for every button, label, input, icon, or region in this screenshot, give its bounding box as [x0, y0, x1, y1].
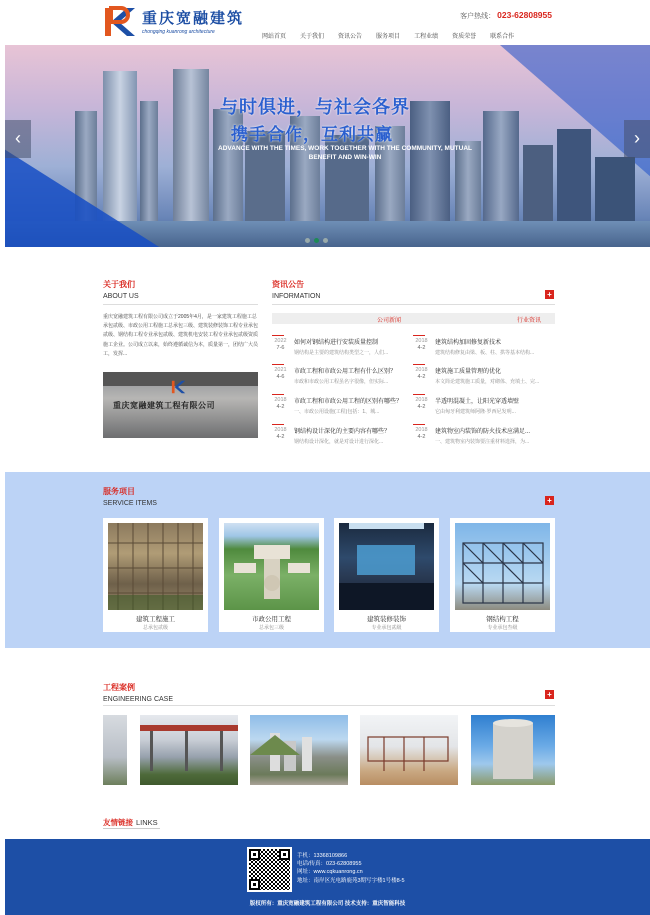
news-date	[413, 366, 430, 385]
nav-about[interactable]: 关于我们	[300, 34, 325, 40]
case-title-en: ENGINEERING CASE	[103, 696, 174, 703]
news-accent	[413, 394, 425, 395]
divider	[103, 828, 160, 829]
nav-news[interactable]: 资讯公告	[338, 34, 363, 40]
service-image	[339, 523, 434, 610]
construction-graphic	[360, 715, 458, 785]
building	[557, 129, 591, 221]
news-year: 2018	[415, 338, 428, 344]
case-image[interactable]	[360, 715, 458, 785]
news-item[interactable]	[413, 396, 553, 415]
news-md: 4-2	[417, 374, 426, 380]
service-desc: 专业承包叁级	[487, 625, 518, 631]
news-date	[272, 366, 289, 385]
qr-marker	[279, 849, 290, 860]
news-md: 4-6	[276, 374, 285, 380]
footer-web[interactable]: 网址：www.cqkuanrong.cn	[297, 869, 363, 876]
service-name: 建筑装修装饰	[367, 616, 406, 623]
case-image[interactable]	[250, 715, 348, 785]
sign-logo-icon	[171, 378, 187, 396]
news-accent	[272, 364, 284, 365]
case-image[interactable]	[103, 715, 127, 785]
service-section	[5, 472, 650, 648]
news-title[interactable]: 建筑物室内装饰的防火技术应满足...	[435, 429, 531, 435]
news-title[interactable]: 钢结构设计深化的主要内容有哪些？	[294, 429, 391, 435]
case-image[interactable]	[471, 715, 555, 785]
footer-address: 地址：南岸区光电路鹿苑3期写字楼1号楼8-5	[297, 877, 405, 884]
banner-dot-active[interactable]	[314, 238, 319, 243]
news-accent	[413, 364, 425, 365]
news-date	[413, 426, 430, 445]
plaza-graphic	[224, 523, 319, 610]
info-more-plus-icon[interactable]: +	[545, 290, 554, 299]
news-summary: 它由匈牙利建筑师阿隆·罗西尼发明...	[435, 409, 516, 415]
case-more-plus-icon[interactable]: +	[545, 690, 554, 699]
service-name: 建筑工程施工	[136, 616, 175, 623]
news-accent	[272, 394, 284, 395]
about-image[interactable]	[103, 372, 258, 438]
steel-frame-graphic	[455, 523, 550, 610]
news-md: 4-2	[417, 345, 426, 351]
service-image	[224, 523, 319, 610]
hotline-label: 客户热线：	[460, 13, 496, 20]
news-accent	[413, 424, 425, 425]
logo-icon[interactable]	[103, 6, 139, 38]
footer-phone: 手机：13368109866	[297, 853, 348, 859]
building	[483, 111, 519, 221]
news-summary: 本文简论建筑施工质量，对砌体、充填土、完...	[435, 379, 540, 385]
news-title[interactable]: 建筑结构加固修复新技术	[435, 340, 502, 346]
case-image[interactable]	[140, 715, 238, 785]
about-sign-text: 重庆宽融建筑工程有限公司	[113, 401, 215, 410]
news-date	[413, 337, 430, 356]
service-desc: 总承包三级	[258, 625, 284, 631]
interior-graphic	[339, 523, 434, 610]
banner-slogan-line1: 与时俱进，与社会各界	[220, 97, 410, 117]
nav-home[interactable]: 网站首页	[262, 34, 287, 40]
divider	[272, 304, 555, 305]
links-title: 友情链接	[103, 818, 133, 827]
building	[595, 157, 635, 221]
logo-subtitle: chongqing kuanrong architecture	[142, 29, 215, 35]
news-year: 2018	[274, 397, 287, 403]
service-card[interactable]	[103, 518, 208, 632]
news-date	[272, 396, 289, 415]
qr-marker	[249, 879, 260, 890]
service-desc: 专业承包贰级	[371, 625, 402, 631]
info-title[interactable]: 资讯公告	[272, 280, 304, 289]
news-item[interactable]	[413, 426, 553, 445]
building	[523, 145, 553, 221]
news-year: 2018	[415, 397, 428, 403]
news-md: 4-2	[276, 404, 285, 410]
qr-code-icon	[247, 847, 292, 892]
main-nav	[255, 31, 521, 40]
site-header	[0, 0, 650, 44]
news-item[interactable]	[272, 396, 412, 415]
about-text: 重庆宽融建筑工程有限公司成立于2005年4月，是一家建筑工程施工总承包贰级、市政公用工程施工总承包三级、建筑装修装饰工程专业承包贰级、钢结构工程专业承包贰级、建筑机电安装工程专业承包贰级资质施工企业。公司成立以来，始终遵循诚信为本，质量第一，团结广大员工，发挥...	[103, 314, 259, 357]
service-title[interactable]: 服务项目	[103, 487, 135, 496]
banner-slogan-en: ADVANCE WITH THE TIMES, WORK TOGETHER WITH THE COMMUNITY, MUTUAL BENEFIT AND WIN-WIN	[218, 145, 472, 161]
news-summary: 市政和市政公用工程虽名字很像，但实际...	[294, 379, 389, 385]
banner-dot[interactable]	[305, 238, 310, 243]
news-summary: 一、市政公用设施(工程)包括：1、城...	[294, 409, 380, 415]
case-section-head	[103, 682, 173, 703]
banner-pagination	[305, 238, 328, 243]
news-item[interactable]	[272, 337, 412, 356]
tab-industry-news[interactable]: 行业资讯	[517, 318, 542, 324]
scaffold-graphic	[108, 523, 203, 610]
news-item[interactable]	[272, 426, 412, 445]
news-md: 4-2	[276, 434, 285, 440]
news-summary: 钢结构设计深化，就是对设计进行深化...	[294, 439, 384, 445]
qr-marker	[249, 849, 260, 860]
service-card[interactable]	[219, 518, 324, 632]
service-card[interactable]	[334, 518, 439, 632]
service-section-head	[103, 486, 157, 507]
news-accent	[272, 335, 284, 336]
building	[173, 69, 209, 221]
news-title[interactable]: 市政工程和市政公用工程有什么区别？	[294, 369, 397, 375]
about-section-head	[103, 279, 258, 300]
nav-contact[interactable]: 联系合作	[490, 34, 515, 40]
news-date	[272, 426, 289, 445]
news-title[interactable]: 如何对钢结构进行安装质量控制	[294, 340, 379, 346]
nav-projects[interactable]: 工程业绩	[414, 34, 439, 40]
news-date	[413, 396, 430, 415]
nav-honors[interactable]: 资质荣誉	[452, 34, 477, 40]
news-year: 2018	[415, 367, 428, 373]
news-year: 2021	[274, 367, 287, 373]
service-name: 钢结构工程	[486, 616, 519, 623]
service-image	[108, 523, 203, 610]
news-summary: 钢结构是主要的建筑结构类型之一，人们...	[294, 350, 389, 356]
news-accent	[272, 424, 284, 425]
news-summary: 建筑结构修复由梁、板、柱、拱等基本结构...	[435, 350, 535, 356]
info-tabs	[272, 313, 555, 324]
footer-copyright: 版权所有：重庆宽融建筑工程有限公司 技术支持：重庆智能科技	[249, 901, 406, 907]
service-desc: 总承包贰级	[142, 625, 168, 631]
banner-prev-arrow-icon[interactable]: ‹	[5, 120, 31, 158]
about-title-en: ABOUT US	[103, 293, 139, 300]
news-date	[272, 337, 289, 356]
banner-next-arrow-icon[interactable]: ›	[624, 120, 650, 158]
news-md: 4-2	[417, 404, 426, 410]
info-section-head	[272, 279, 555, 300]
case-title[interactable]: 工程案例	[103, 683, 135, 692]
hotline-number[interactable]: 023-62808955	[497, 10, 552, 20]
footer-contact	[297, 852, 405, 885]
factory-graphic	[140, 715, 238, 785]
news-title[interactable]: 市政工程和市政公用工程的区别有哪些？	[294, 399, 403, 405]
news-summary: 一、建筑物室内装饰要注重材料选择，为...	[435, 439, 530, 445]
nav-services[interactable]: 服务项目	[376, 34, 401, 40]
news-item[interactable]	[413, 337, 553, 356]
about-title[interactable]: 关于我们	[103, 280, 135, 289]
divider	[103, 705, 555, 706]
hotline	[460, 10, 552, 21]
friend-links	[103, 817, 158, 828]
service-image	[455, 523, 550, 610]
links-title-en: LINKS	[136, 818, 158, 827]
service-title-en: SERVICE ITEMS	[103, 500, 157, 507]
news-item[interactable]	[272, 366, 412, 385]
service-name: 市政公用工程	[252, 616, 291, 623]
banner-slogan-line2: 携手合作，互利共赢	[231, 125, 393, 144]
news-md: 7-6	[276, 345, 285, 351]
service-card[interactable]	[450, 518, 555, 632]
info-title-en: INFORMATION	[272, 293, 321, 300]
site-footer	[5, 839, 650, 915]
news-year: 2018	[274, 427, 287, 433]
logo-title: 重庆宽融建筑	[142, 10, 245, 27]
news-year: 2018	[415, 427, 428, 433]
news-md: 4-2	[417, 434, 426, 440]
banner-dot[interactable]	[323, 238, 328, 243]
news-year: 2022	[274, 338, 287, 344]
news-title[interactable]: 建筑施工质量管理的优化	[435, 369, 502, 375]
service-more-plus-icon[interactable]: +	[545, 496, 554, 505]
news-title[interactable]: 半透明混凝土，让阳光穿透墙壁	[435, 399, 520, 405]
tab-company-news[interactable]: 公司新闻	[377, 318, 402, 324]
news-item[interactable]	[413, 366, 553, 385]
footer-tel: 电话/传真：023-62808955	[297, 861, 362, 868]
hero-banner	[5, 45, 650, 247]
logo-text[interactable]	[142, 7, 244, 35]
silo-graphic	[471, 715, 555, 785]
news-accent	[413, 335, 425, 336]
divider	[103, 304, 258, 305]
plant-graphic	[250, 715, 348, 785]
